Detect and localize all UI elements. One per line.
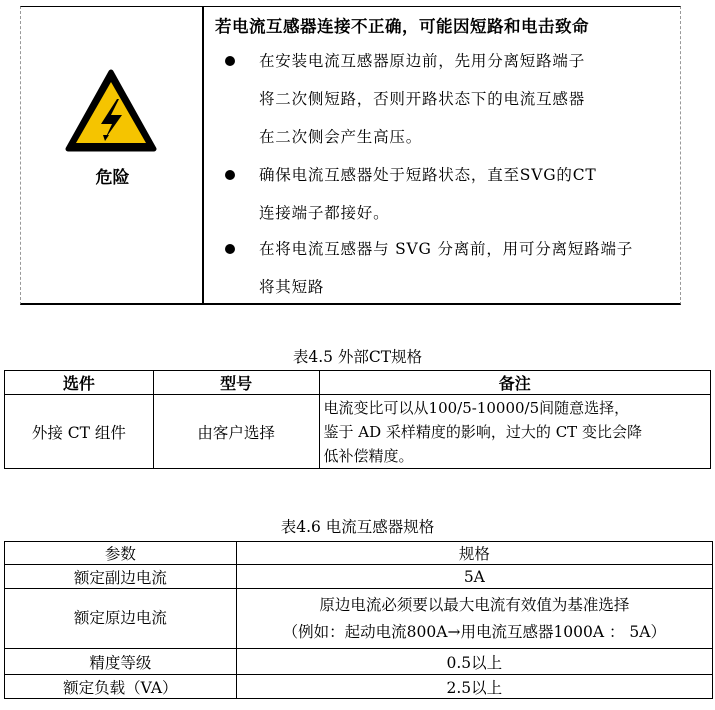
spec-cell — [236, 589, 712, 649]
danger-label: 危险 — [95, 168, 130, 188]
ct-spec-table — [4, 541, 713, 699]
table-row — [5, 589, 713, 649]
spec-cell: 2.5以上 — [236, 675, 712, 699]
spec-line: （例如：起动电流800A→用电流互感器1000A ： 5A） — [282, 622, 666, 641]
high-voltage-warning-icon — [65, 69, 157, 153]
param-cell: 精度等级 — [5, 649, 237, 675]
bullet-dot — [225, 56, 235, 66]
danger-icon-panel — [21, 7, 204, 303]
param-cell: 额定副边电流 — [5, 565, 237, 589]
table-4-6-caption: 表4.6 电流互感器规格 — [280, 518, 435, 536]
bullet-line: 确保电流互感器处于短路状态，直至SVG的CT — [259, 166, 597, 184]
bullet-line: 在安装电流互感器原边前，先用分离短路端子 — [259, 52, 586, 70]
param-cell: 额定负载（VA） — [5, 675, 237, 699]
column-header-option: 选件 — [5, 371, 154, 395]
spec-line: 原边电流必须要以最大电流有效值为基准选择 — [319, 595, 630, 614]
table-row — [5, 565, 713, 589]
table-4-5-caption: 表4.5 外部CT规格 — [292, 348, 423, 366]
table-row — [5, 395, 711, 469]
column-header-note: 备注 — [319, 371, 710, 395]
column-header-param: 参数 — [5, 542, 237, 565]
table-header-row — [5, 542, 713, 565]
note-line: 鉴于 AD 采样精度的影响，过大的 CT 变比会降 — [323, 422, 642, 441]
option-cell: 外接 CT 组件 — [5, 395, 154, 469]
spec-cell: 0.5以上 — [236, 649, 712, 675]
note-cell — [319, 395, 710, 469]
bullet-line: 在将电流互感器与 SVG 分离前，用可分离短路端子 — [259, 240, 634, 258]
bullet-dot — [225, 170, 235, 180]
bullet-dot — [225, 244, 235, 254]
column-header-model: 型号 — [153, 371, 319, 395]
note-line: 低补偿精度。 — [323, 446, 414, 465]
spec-cell: 5A — [236, 565, 712, 589]
bullet-line: 将其短路 — [259, 278, 325, 296]
param-cell: 额定原边电流 — [5, 589, 237, 649]
bullet-line: 在二次侧会产生高压。 — [259, 128, 423, 146]
table-row — [5, 675, 713, 699]
model-cell: 由客户选择 — [153, 395, 319, 469]
note-line: 电流变比可以从100/5-10000/5间随意选择， — [323, 398, 630, 417]
table-header-row — [5, 371, 711, 395]
bullet-line: 连接端子都接好。 — [259, 204, 390, 222]
table-row — [5, 649, 713, 675]
bullet-line: 将二次侧短路，否则开路状态下的电流互感器 — [259, 90, 586, 108]
danger-notice-box — [20, 6, 681, 305]
column-header-spec: 规格 — [236, 542, 712, 565]
external-ct-spec-table — [4, 370, 711, 469]
danger-title: 若电流互感器连接不正确，可能因短路和电击致命 — [215, 17, 589, 36]
